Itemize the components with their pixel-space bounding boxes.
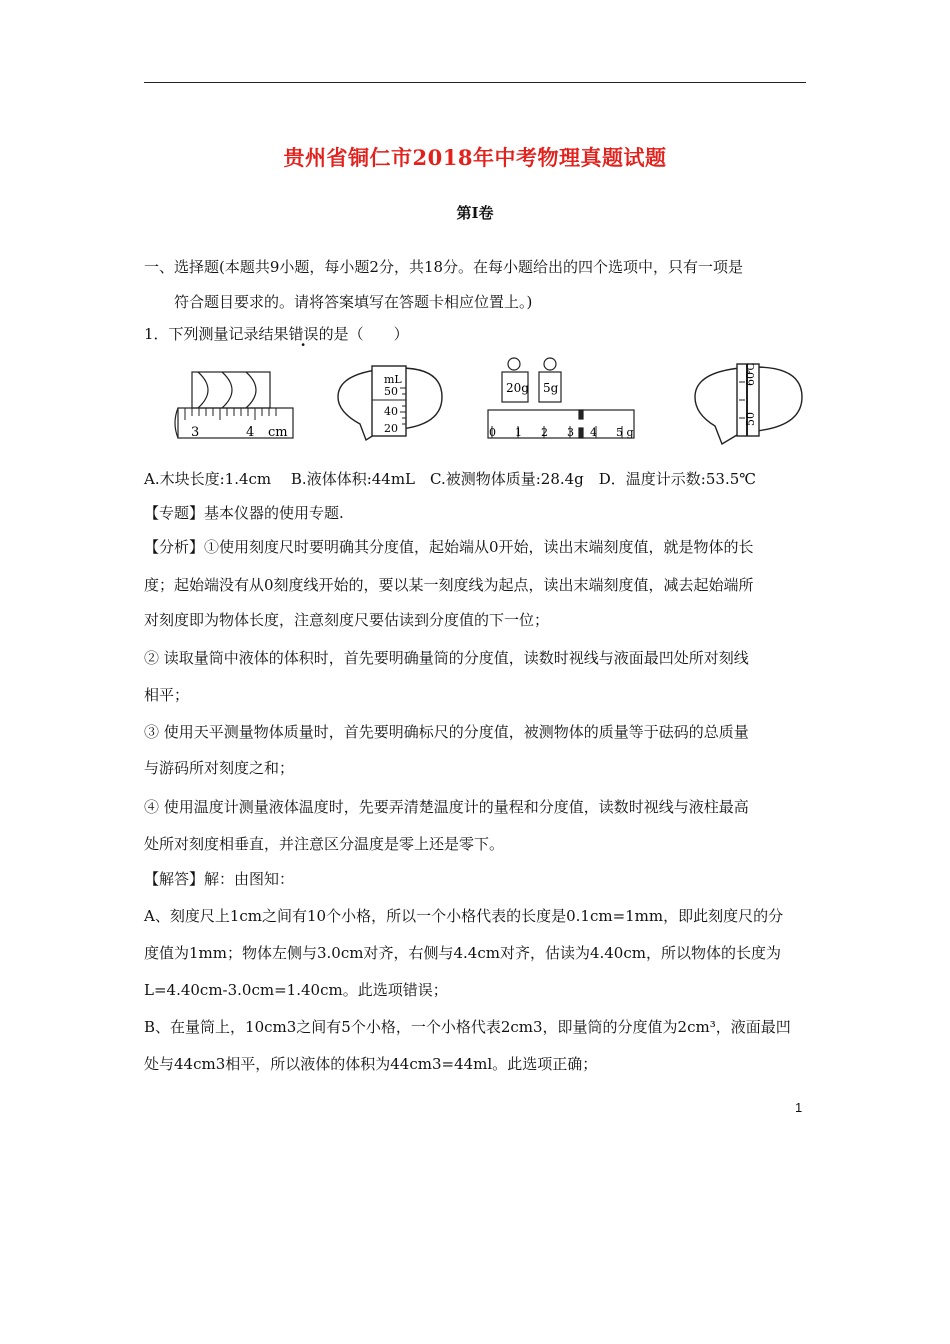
analysis-line: ③ 使用天平测量物体质量时，首先要明确标尺的分度值，被测物体的质量等于砝码的总质量 bbox=[144, 723, 749, 741]
cylinder-unit: mL bbox=[384, 373, 402, 386]
volume-label: 第Ⅰ卷 bbox=[456, 204, 494, 222]
analysis-line: 对刻度即为物体长度，注意刻度尺要估读到分度值的下一位； bbox=[144, 611, 550, 629]
question-1-stem: 1．下列测量记录结果错误的是（ ） bbox=[144, 325, 409, 343]
scale-label-5g: 5 g bbox=[616, 426, 634, 439]
analysis-line: 【分析】①使用刻度尺时要明确其分度值，起始端从0开始，读出末端刻度值，就是物体的长 bbox=[144, 538, 754, 556]
emphasis-dots: 错误 bbox=[288, 325, 319, 343]
balance-figure bbox=[488, 358, 634, 438]
section-header-line1: 一、选择题(本题共9小题，每小题2分，共18分。在每小题给出的四个选项中，只有一项是 bbox=[144, 258, 744, 276]
scale-label-4: 4 bbox=[590, 426, 597, 439]
page-number: 1 bbox=[795, 1100, 803, 1115]
solution-line: 度值为1mm；物体左侧与3.0cm对齐，右侧与4.4cm对齐，估读为4.40cm，所以物体的长度为 bbox=[144, 944, 781, 962]
thermo-label-60: 60 bbox=[744, 372, 757, 386]
thermo-label-50: 50 bbox=[744, 412, 757, 426]
scale-label-3: 3 bbox=[567, 426, 574, 439]
weight-5g: 5g bbox=[543, 381, 559, 395]
analysis-line: ② 读取量筒中液体的体积时，首先要明确量筒的分度值，读数时视线与液面最凹处所对刻线 bbox=[144, 649, 749, 667]
ruler-label-cm: cm bbox=[268, 425, 288, 440]
analysis-line: 处所对刻度相垂直，并注意区分温度是零上还是零下。 bbox=[144, 835, 505, 853]
solution-head: 【解答】解：由图知： bbox=[144, 870, 295, 888]
scale-label-2: 2 bbox=[541, 426, 548, 439]
cylinder-label-40: 40 bbox=[384, 405, 398, 418]
analysis-line: 度；起始端没有从0刻度线开始的，要以某一刻度线为起点，读出末端刻度值，减去起始端所 bbox=[144, 576, 754, 594]
section-header-line2: 符合题目要求的。请将答案填写在答题卡相应位置上。) bbox=[174, 293, 533, 311]
cylinder-label-50: 50 bbox=[384, 385, 398, 398]
scale-label-0: 0 bbox=[489, 426, 496, 439]
cylinder-label-20: 20 bbox=[384, 422, 398, 435]
header-rule bbox=[144, 82, 806, 83]
analysis-line: ④ 使用温度计测量液体温度时，先要弄清楚温度计的量程和分度值，读数时视线与液柱最高 bbox=[144, 798, 749, 816]
analysis-line: 相平； bbox=[144, 686, 190, 704]
solution-line: A、刻度尺上1cm之间有10个小格，所以一个小格代表的长度是0.1cm=1mm，即此刻度尺的分 bbox=[144, 907, 784, 925]
question-1-options: A.木块长度:1.4cm B.液体体积:44mL C.被测物体质量:28.4g D．温度计示数:53.5℃ bbox=[144, 470, 757, 488]
ruler-label-4: 4 bbox=[246, 425, 255, 440]
solution-line: B、在量筒上，10cm3之间有5个小格，一个小格代表2cm3，即量筒的分度值为2cm³，液面最凹 bbox=[144, 1018, 791, 1036]
scale-label-1: 1 bbox=[515, 426, 522, 439]
thermo-unit: ℃ bbox=[746, 362, 757, 374]
question-1-figures bbox=[170, 352, 810, 447]
topic-line: 【专题】基本仪器的使用专题. bbox=[144, 504, 344, 522]
solution-line: 处与44cm3相平，所以液体的体积为44cm3=44ml。此选项正确； bbox=[144, 1055, 598, 1073]
analysis-line: 与游码所对刻度之和； bbox=[144, 759, 295, 777]
solution-line: L=4.40cm-3.0cm=1.40cm。此选项错误； bbox=[144, 981, 448, 999]
ruler-label-3: 3 bbox=[191, 425, 200, 440]
weight-20g: 20g bbox=[506, 381, 529, 395]
page-title: 贵州省铜仁市2018年中考物理真题试题 bbox=[283, 145, 667, 170]
